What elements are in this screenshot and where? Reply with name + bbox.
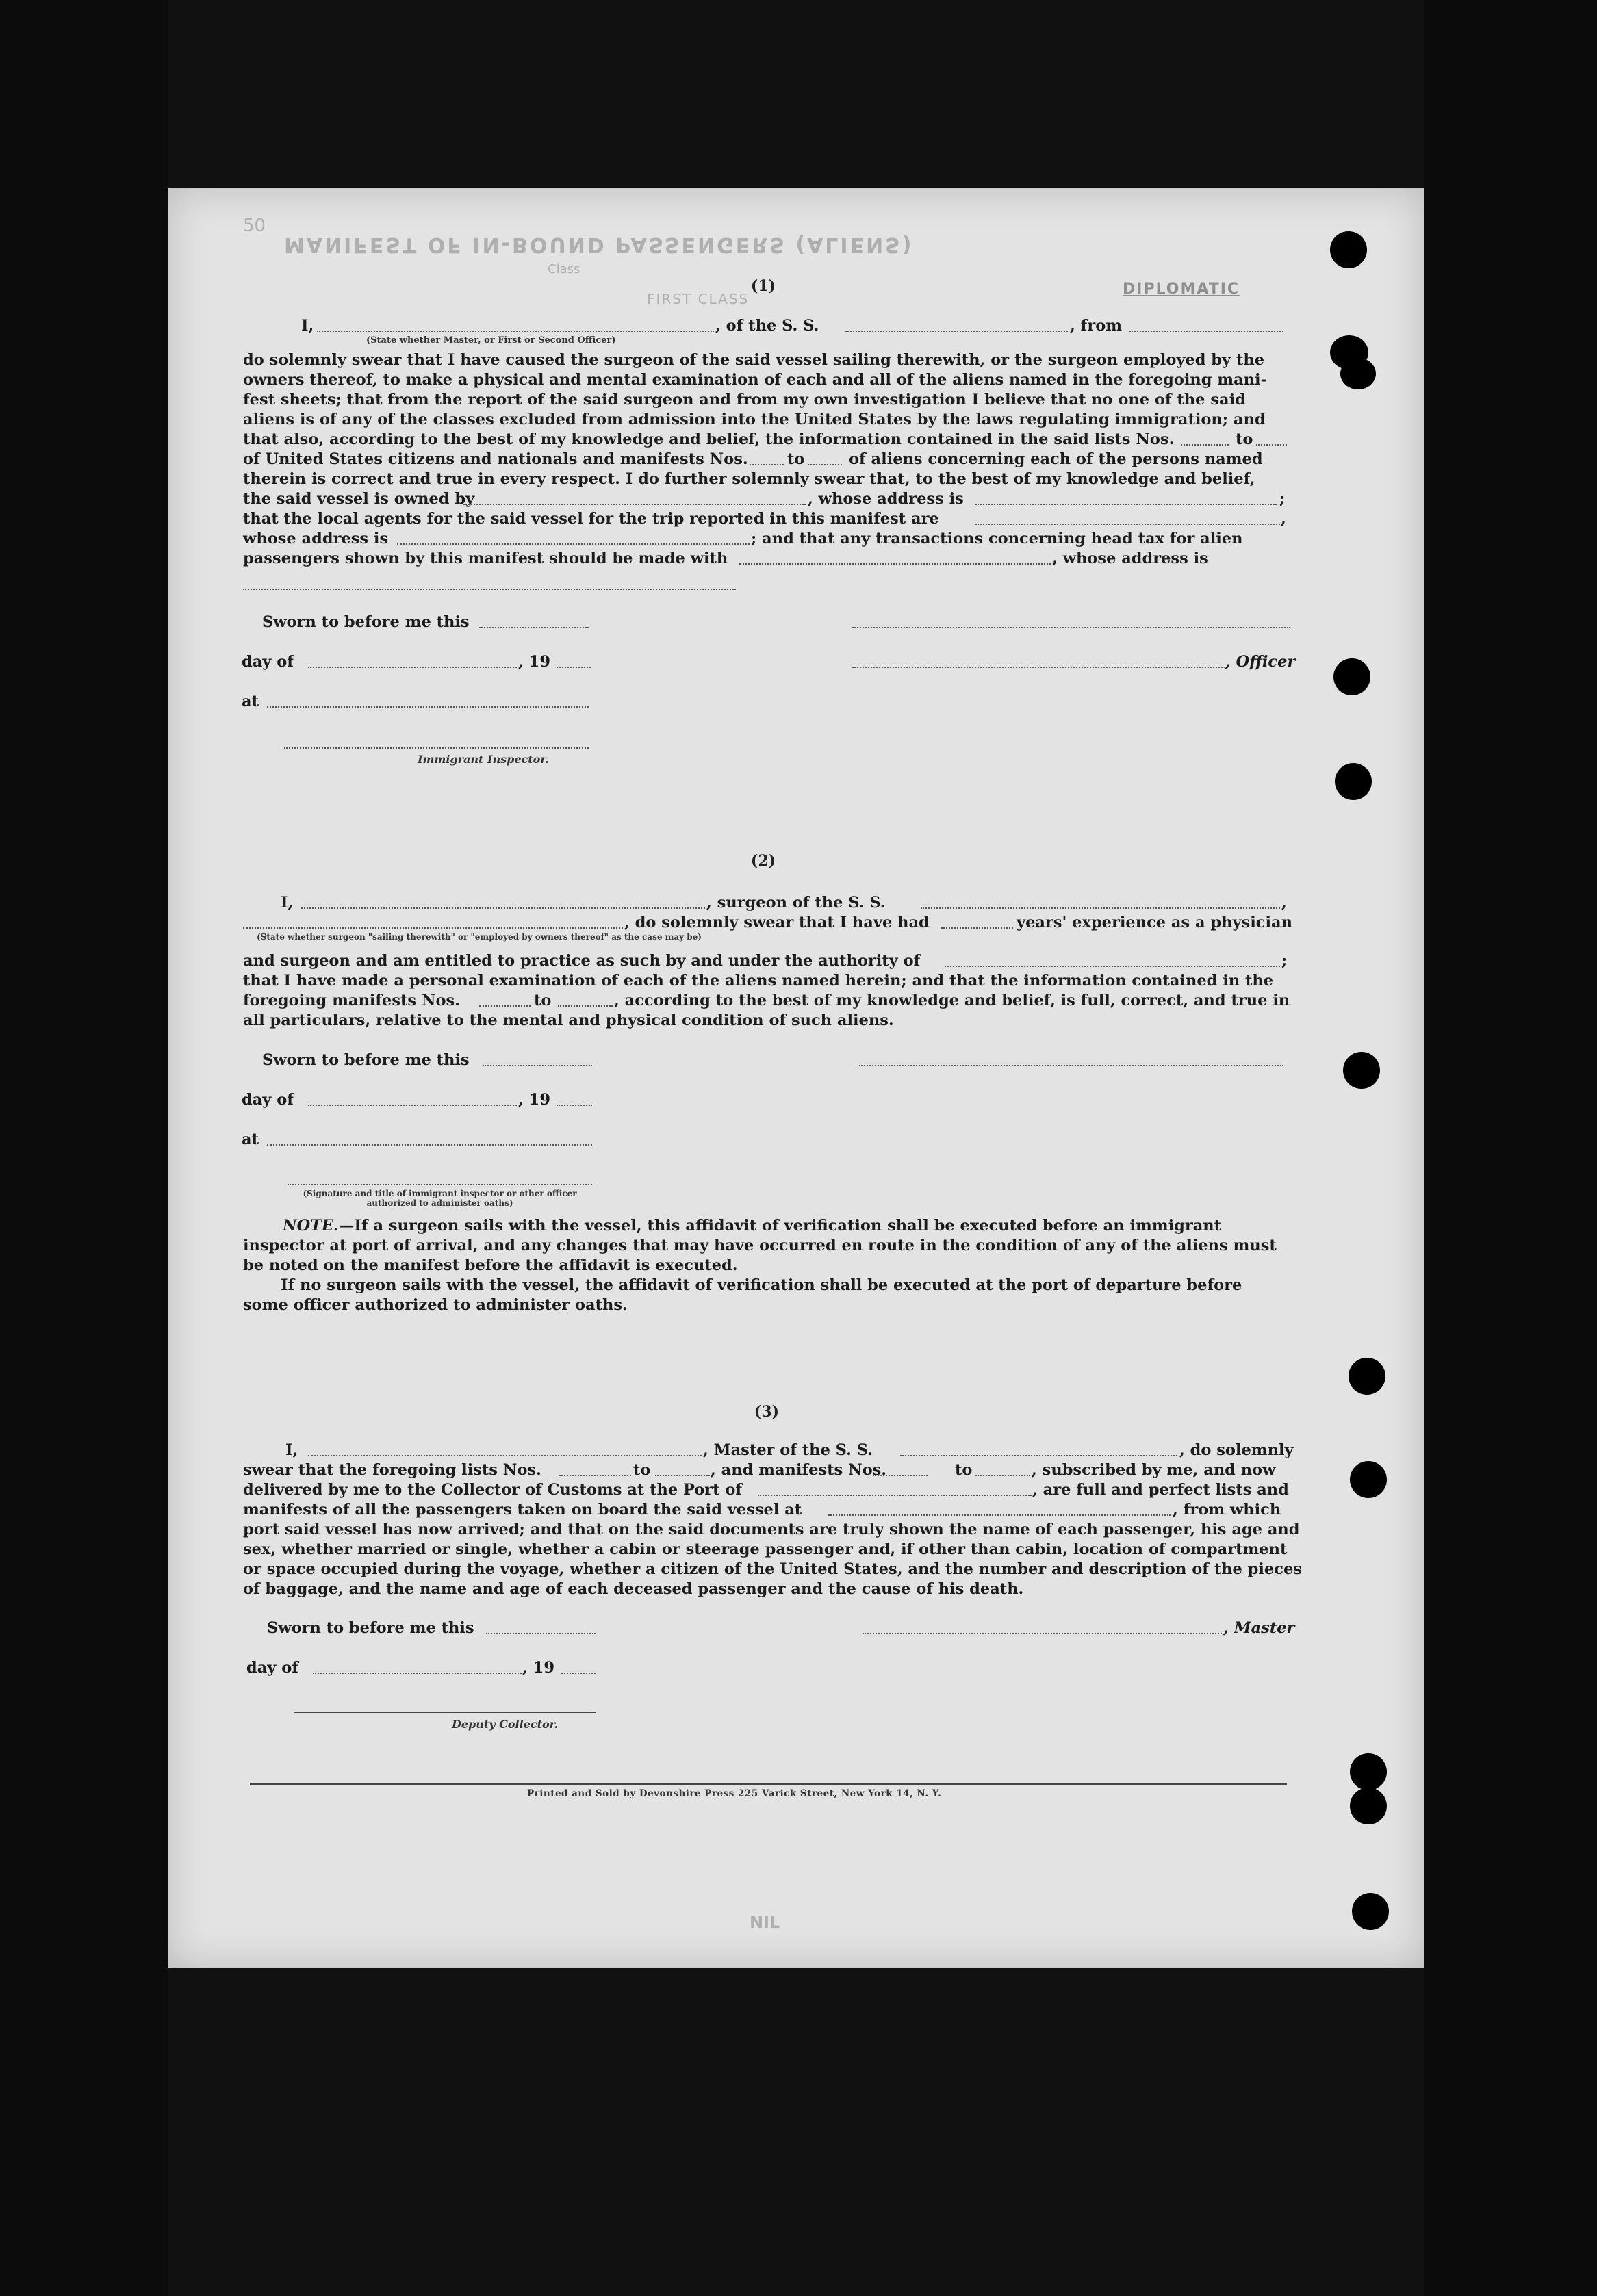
section-3-number: (3): [754, 1403, 780, 1421]
s1-i-label: I,: [301, 317, 314, 335]
scan-margin-left: [0, 0, 168, 2296]
s3-vessel-field[interactable]: [900, 1455, 1177, 1456]
s1-head-tax: ; and that any transactions concerning head tax for alien: [751, 530, 1243, 547]
s1-officer-title-field[interactable]: [852, 667, 1225, 668]
punch-hole: [1333, 658, 1370, 695]
s1-body-line-11: passengers shown by this manifest should be made with: [243, 550, 728, 567]
s1-body-line-6: of United States citizens and nationals and manifests Nos.: [243, 450, 748, 468]
s1-year-label: , 19: [518, 653, 550, 671]
s1-of-aliens: of aliens concerning each of the persons named: [849, 450, 1263, 468]
s3-master-label: , Master: [1223, 1619, 1295, 1637]
s2-body-line-4: all particulars, relative to the mental and physical condition of such aliens.: [243, 1011, 894, 1029]
s1-head-tax-address-field[interactable]: [243, 589, 736, 590]
s3-master-signature-field[interactable]: [863, 1633, 1222, 1634]
punch-hole: [1350, 1788, 1387, 1824]
s1-manifests-from-field[interactable]: [750, 464, 784, 465]
s1-semicolon-1: ;: [1279, 490, 1286, 508]
s3-i-label: I,: [285, 1441, 298, 1459]
s3-day-of-label: day of: [246, 1659, 298, 1677]
s2-body-line-2: that I have made a personal examination of each of the aliens named herein; and that the information contained in the: [243, 972, 1274, 990]
s2-do-solemnly: , do solemnly swear that I have had: [624, 914, 930, 931]
s3-collector-signature-line[interactable]: [294, 1712, 596, 1713]
s1-whose-address-end: , whose address is: [1052, 550, 1208, 567]
s1-body-line-2: owners thereof, to make a physical and mental examination of each and all of the aliens named in the foregoing mani-: [243, 371, 1267, 389]
s2-according: , according to the best of my knowledge and belief, is full, correct, and true in: [614, 992, 1290, 1009]
s3-body-line-7: of baggage, and the name and age of each deceased passenger and the cause of his death.: [243, 1580, 1024, 1598]
s2-signature-caption: (Signature and title of immigrant inspector or other officer authorized to administer oaths): [303, 1189, 577, 1208]
s3-body-line-2: delivered by me to the Collector of Customs at the Port of: [243, 1481, 743, 1499]
s2-comma-1: ,: [1281, 894, 1287, 912]
s3-body-line-6: or space occupied during the voyage, whether a citizen of the United States, and the number and description of the pieces: [243, 1560, 1302, 1578]
manifest-page: [168, 188, 1424, 1968]
s2-note-line-2: inspector at port of arrival, and any changes that may have occurred en route in the condition of any of the aliens must: [243, 1237, 1277, 1254]
s3-port-of-embarkation-field[interactable]: [828, 1514, 1171, 1516]
scan-margin-right: [1424, 0, 1597, 2296]
punch-hole: [1340, 358, 1376, 389]
s3-sworn-day-field[interactable]: [486, 1633, 596, 1634]
s3-year-label: , 19: [522, 1659, 554, 1677]
s2-years-exp: years' experience as a physician: [1017, 914, 1292, 931]
s3-subscribed: , subscribed by me, and now: [1032, 1461, 1276, 1479]
s2-note-line-1: [283, 1216, 1221, 1236]
s1-sworn-label: Sworn to before me this: [262, 613, 470, 631]
s3-master-of: , Master of the S. S.: [703, 1441, 873, 1459]
s3-manifests-to-field[interactable]: [975, 1475, 1030, 1476]
s1-head-tax-agent-field[interactable]: [739, 563, 1051, 565]
punch-hole: [1335, 763, 1372, 800]
s1-manifests-to-field[interactable]: [808, 464, 842, 465]
s1-officer-label: , Officer: [1225, 653, 1296, 671]
s3-lists-from-field[interactable]: [559, 1475, 631, 1476]
bleed-class-label: Class: [548, 262, 580, 276]
s3-from-which: , from which: [1173, 1501, 1281, 1519]
bleed-page-number: 50: [243, 216, 266, 236]
bleed-nil: NIL: [750, 1913, 780, 1932]
s3-do-solemnly: , do solemnly: [1179, 1441, 1294, 1459]
s1-of-ss-label: , of the S. S.: [715, 317, 819, 335]
s2-note-line-4: If no surgeon sails with the vessel, the affidavit of verification shall be executed at the port of departure before: [281, 1276, 1242, 1294]
s1-body-line-7: therein is correct and true in every respect. I do further solemnly swear that, to the best of my knowledge and belief,: [243, 470, 1255, 488]
s1-officer-signature-field[interactable]: [852, 627, 1290, 628]
s1-owner-field[interactable]: [463, 504, 806, 505]
printer-imprint: Printed and Sold by Devonshire Press 225 Varick Street, New York 14, N. Y.: [527, 1788, 942, 1799]
punch-hole: [1350, 1753, 1387, 1790]
s2-sworn-label: Sworn to before me this: [262, 1051, 470, 1069]
punch-hole: [1330, 231, 1367, 268]
s1-body-line-9: that the local agents for the said vessel for the trip reported in this manifest are: [243, 510, 939, 528]
s3-to-b: to: [955, 1461, 973, 1479]
s1-officer-caption: (State whether Master, or First or Second Officer): [366, 335, 616, 346]
s1-day-of-label: day of: [242, 653, 294, 671]
s2-surgeon-caption: (State whether surgeon "sailing therewith" or "employed by owners thereof" as the case may be): [257, 932, 702, 942]
s2-note-line-3: be noted on the manifest before the affidavit is executed.: [243, 1256, 738, 1274]
s2-sworn-day-field[interactable]: [483, 1065, 592, 1066]
s1-body-line-5: that also, according to the best of my knowledge and belief, the information contained in the said lists Nos.: [243, 430, 1175, 448]
footer-rule: [250, 1783, 1287, 1785]
s2-note-text-1: —If a surgeon sails with the vessel, this affidavit of verification shall be executed before an immigrant: [338, 1217, 1222, 1235]
s1-whose-address: , whose address is: [808, 490, 964, 508]
s1-sworn-day-field[interactable]: [479, 627, 589, 628]
s2-vessel-field[interactable]: [921, 907, 1280, 909]
s3-year-field[interactable]: [561, 1673, 596, 1674]
s2-surgeon-status-field[interactable]: [243, 927, 623, 929]
s2-i-label: I,: [281, 894, 294, 912]
s3-body-line-3: manifests of all the passengers taken on board the said vessel at: [243, 1501, 802, 1519]
punch-hole: [1352, 1893, 1389, 1930]
s1-immigrant-inspector: Immigrant Inspector.: [418, 753, 549, 766]
s2-year-field[interactable]: [557, 1105, 592, 1106]
s1-from-label: , from: [1070, 317, 1123, 335]
s2-note-line-5: some officer authorized to administer oaths.: [243, 1296, 628, 1314]
s3-to-a: to: [633, 1461, 651, 1479]
section-1-number: (1): [750, 277, 776, 295]
s2-semicolon: ;: [1281, 952, 1288, 970]
s1-body-line-4: aliens is of any of the classes excluded from admission into the United States by the laws regulating immigration; and: [243, 411, 1266, 428]
s3-full-perfect: , are full and perfect lists and: [1032, 1481, 1289, 1499]
s2-year-label: , 19: [518, 1091, 550, 1109]
s2-day-of-label: day of: [242, 1091, 294, 1109]
s3-master-name-field[interactable]: [308, 1455, 702, 1456]
s1-body-line-1: do solemnly swear that I have caused the surgeon of the said vessel sailing therewith, or the surgeon employed by the: [243, 351, 1265, 369]
s1-lists-from-field[interactable]: [1181, 444, 1229, 446]
s3-and-manifests: , and manifests Nos.: [711, 1461, 887, 1479]
s2-surgeon-signature-field[interactable]: [859, 1065, 1283, 1066]
s1-inspector-signature-field[interactable]: [284, 747, 589, 749]
s1-agents-address-field[interactable]: [397, 543, 750, 545]
s1-comma-1: ,: [1281, 510, 1286, 528]
s2-note-label: NOTE.: [283, 1217, 339, 1235]
s1-officer-name-field[interactable]: [317, 331, 714, 332]
s1-at-field[interactable]: [267, 706, 589, 708]
bleed-class-value: FIRST CLASS: [647, 291, 750, 307]
s2-surgeon-name-field[interactable]: [301, 907, 705, 909]
s2-manifests-to-field[interactable]: [558, 1005, 613, 1007]
bleed-manifest-title: MANIFEST OF IN-BOUND PASSENGERS (ALIENS): [284, 233, 914, 257]
s2-at-field[interactable]: [267, 1144, 592, 1146]
s1-month-field[interactable]: [308, 667, 517, 668]
s1-owner-address-field[interactable]: [975, 504, 1277, 505]
s1-lists-to-field[interactable]: [1256, 444, 1287, 446]
s2-month-field[interactable]: [308, 1105, 517, 1106]
s3-port-field[interactable]: [758, 1495, 1032, 1496]
s1-body-line-8: the said vessel is owned by: [243, 490, 475, 508]
s2-body-line-3: foregoing manifests Nos.: [243, 992, 460, 1009]
s1-body-line-3: fest sheets; that from the report of the said surgeon and from my own investigation I believe that no one of the said: [243, 391, 1246, 409]
s1-year-field[interactable]: [557, 667, 591, 668]
s3-body-line-1: swear that the foregoing lists Nos.: [243, 1461, 541, 1479]
s3-body-line-4: port said vessel has now arrived; and that on the said documents are truly shown the name of each passenger, his age and: [243, 1521, 1300, 1538]
s3-month-field[interactable]: [313, 1673, 522, 1674]
s2-manifests-from-field[interactable]: [479, 1005, 531, 1007]
punch-hole: [1350, 1461, 1387, 1498]
s1-to-2: to: [787, 450, 805, 468]
punch-hole: [1343, 1052, 1380, 1089]
bleed-diplomatic: DIPLOMATIC: [1123, 281, 1240, 298]
s2-at-label: at: [242, 1131, 259, 1148]
s3-sworn-label: Sworn to before me this: [267, 1619, 474, 1637]
s2-authority-field[interactable]: [945, 966, 1280, 967]
s1-to-1: to: [1236, 430, 1253, 448]
s1-body-line-10: whose address is: [243, 530, 389, 547]
s1-from-field[interactable]: [1129, 331, 1283, 332]
s2-inspector-signature-field[interactable]: [288, 1184, 592, 1185]
s1-at-label: at: [242, 693, 259, 710]
s2-surgeon-of: , surgeon of the S. S.: [706, 894, 886, 912]
punch-hole: [1349, 1358, 1385, 1395]
s2-to-label: to: [534, 992, 552, 1009]
section-2-number: (2): [750, 852, 776, 870]
s3-manifests-from-field[interactable]: [873, 1475, 928, 1476]
s3-deputy-collector: Deputy Collector.: [452, 1718, 559, 1731]
s1-vessel-field[interactable]: [845, 331, 1068, 332]
s3-body-line-5: sex, whether married or single, whether a cabin or steerage passenger and, if other than cabin, location of compartment: [243, 1540, 1288, 1558]
s3-lists-to-field[interactable]: [655, 1475, 710, 1476]
s2-years-field[interactable]: [941, 927, 1013, 929]
s1-agents-field[interactable]: [975, 524, 1280, 525]
s2-body-line-1: and surgeon and am entitled to practice as such by and under the authority of: [243, 952, 921, 970]
